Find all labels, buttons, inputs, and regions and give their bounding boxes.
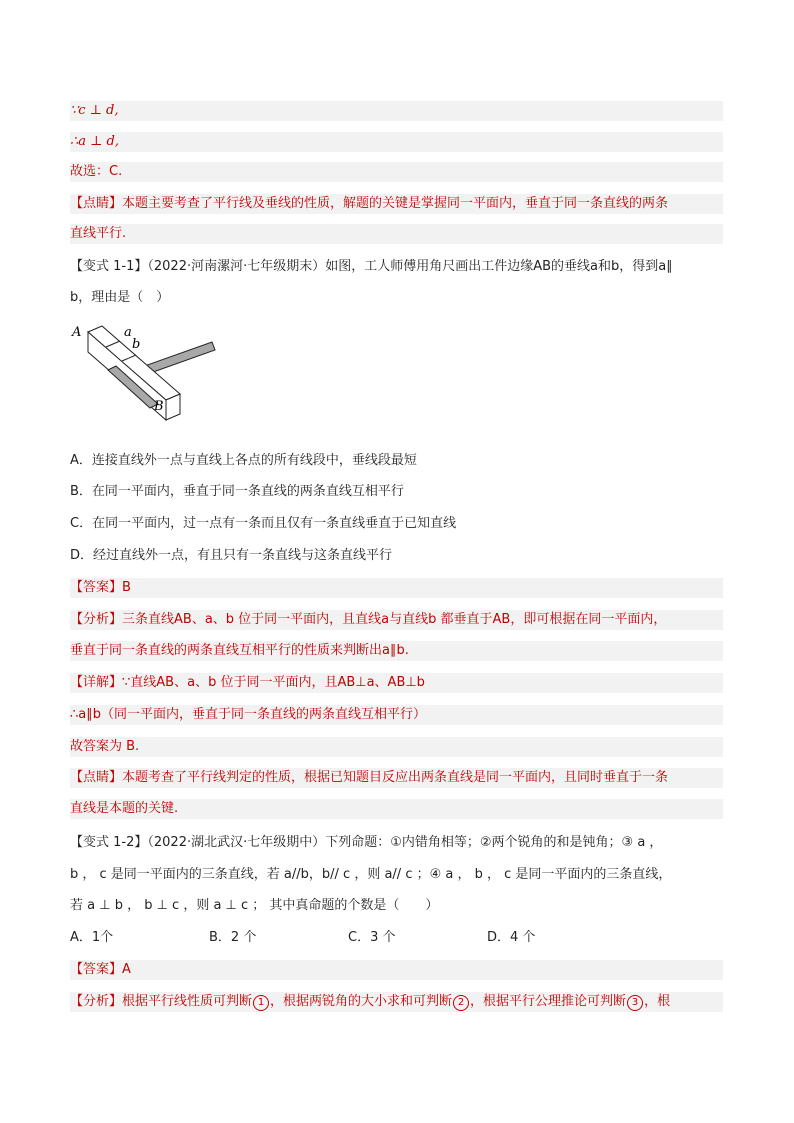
q1-stem: 如图，工人师傅用角尺画出工件边缘AB的垂线a和b，得到a∥: [325, 259, 673, 274]
answer-value: B: [122, 580, 131, 595]
prev-line-3: 故选：C.: [70, 162, 723, 182]
q1-tag: 【变式 1-1】: [70, 259, 148, 274]
comment-text: 本题考查了平行线判定的性质，根据已知题目反应出两条直线是同一平面内，且同时垂直于一条: [122, 770, 669, 785]
q2-stem: 下列命题：①内错角相等；②两个锐角的和是钝角；③ a ，: [325, 835, 663, 850]
q2-source: （2022·湖北武汉·七年级期中）: [147, 835, 326, 850]
q1-detail-line-2: ∴a∥b（同一平面内，垂直于同一条直线的两条直线互相平行）: [70, 705, 723, 725]
q2-option-c: C．3 个: [348, 930, 396, 945]
analysis-text-1: 根据平行线性质可判断: [122, 994, 253, 1009]
prev-line-1: ∵c ⊥ d,: [70, 101, 723, 121]
q1-detail-line-3: 故答案为 B.: [70, 737, 723, 757]
label-B: B: [154, 399, 164, 414]
analysis-text-4: ，根: [644, 994, 671, 1009]
q1-option-a: A．连接直线外一点与直线上各点的所有线段中，垂线段最短: [70, 453, 417, 468]
q1-option-b: B．在同一平面内，垂直于同一条直线的两条直线互相平行: [70, 484, 404, 499]
q2-stem-line-2: b ， c 是同一平面内的三条直线，若 a//b，b// c ，则 a// c ；④ a ， b ， c 是同一平面内的三条直线，: [70, 867, 672, 882]
circled-number-3: 3: [627, 995, 643, 1011]
q1-answer: [70, 578, 723, 598]
analysis-text-2: ，根据两锐角的大小求和可判断: [270, 994, 453, 1009]
label-a: a: [124, 325, 132, 340]
q1-stem-line-2: b，理由是（ ）: [70, 290, 170, 305]
q1-option-d: D．经过直线外一点，有且只有一条直线与这条直线平行: [70, 548, 393, 563]
answer-value: A: [122, 962, 131, 977]
q1-detail-line-1: [70, 673, 723, 693]
comment-tag: 【点睛】: [70, 196, 123, 211]
prev-comment-line-2: 直线平行.: [70, 224, 723, 244]
label-b: b: [132, 337, 141, 352]
q2-stem-line-1: [70, 833, 723, 853]
analysis-tag: 【分析】: [70, 612, 123, 627]
circled-number-1: 1: [253, 995, 269, 1011]
analysis-text: 三条直线AB、a、b 位于同一平面内，且直线a与直线b 都垂直于AB，即可根据在同一平面内，: [122, 612, 667, 627]
label-A: A: [72, 325, 82, 340]
analysis-tag: 【分析】: [70, 994, 123, 1009]
detail-tag: 【详解】: [70, 675, 123, 690]
prev-line-2: ∴a ⊥ d,: [70, 132, 723, 152]
q1-stem-line-1: [70, 257, 723, 277]
q1-analysis-line-2: 垂直于同一条直线的两条直线互相平行的性质来判断出a∥b.: [70, 641, 723, 661]
q2-tag: 【变式 1-2】: [70, 835, 148, 850]
circled-number-2: 2: [453, 995, 469, 1011]
prev-comment-line-1: [70, 194, 723, 214]
comment-tag: 【点睛】: [70, 770, 123, 785]
q1-source: （2022·河南漯河·七年级期末）: [147, 259, 326, 274]
q2-option-a: A．1个: [70, 930, 114, 945]
q1-option-c: C．在同一平面内，过一点有一条而且仅有一条直线垂直于已知直线: [70, 516, 457, 531]
q2-option-d: D．4 个: [487, 930, 536, 945]
tsquare-figure: [70, 322, 220, 442]
q2-answer: [70, 960, 723, 980]
analysis-text-3: ，根据平行公理推论可判断: [470, 994, 627, 1009]
q2-stem-line-3: 若 a ⊥ b ， b ⊥ c ，则 a ⊥ c ； 其中真命题的个数是（ ）: [70, 898, 439, 913]
q1-comment-line-2: 直线是本题的关键.: [70, 799, 723, 819]
detail-text: ∵直线AB、a、b 位于同一平面内，且AB⊥a、AB⊥b: [122, 675, 425, 690]
q2-analysis-line-1: [70, 992, 723, 1012]
comment-text: 本题主要考查了平行线及垂线的性质，解题的关键是掌握同一平面内，垂直于同一条直线的两条: [122, 196, 669, 211]
q1-comment-line-1: [70, 768, 723, 788]
q1-analysis-line-1: [70, 610, 723, 630]
answer-tag: 【答案】: [70, 962, 123, 977]
q2-option-b: B．2 个: [209, 930, 257, 945]
answer-tag: 【答案】: [70, 580, 123, 595]
